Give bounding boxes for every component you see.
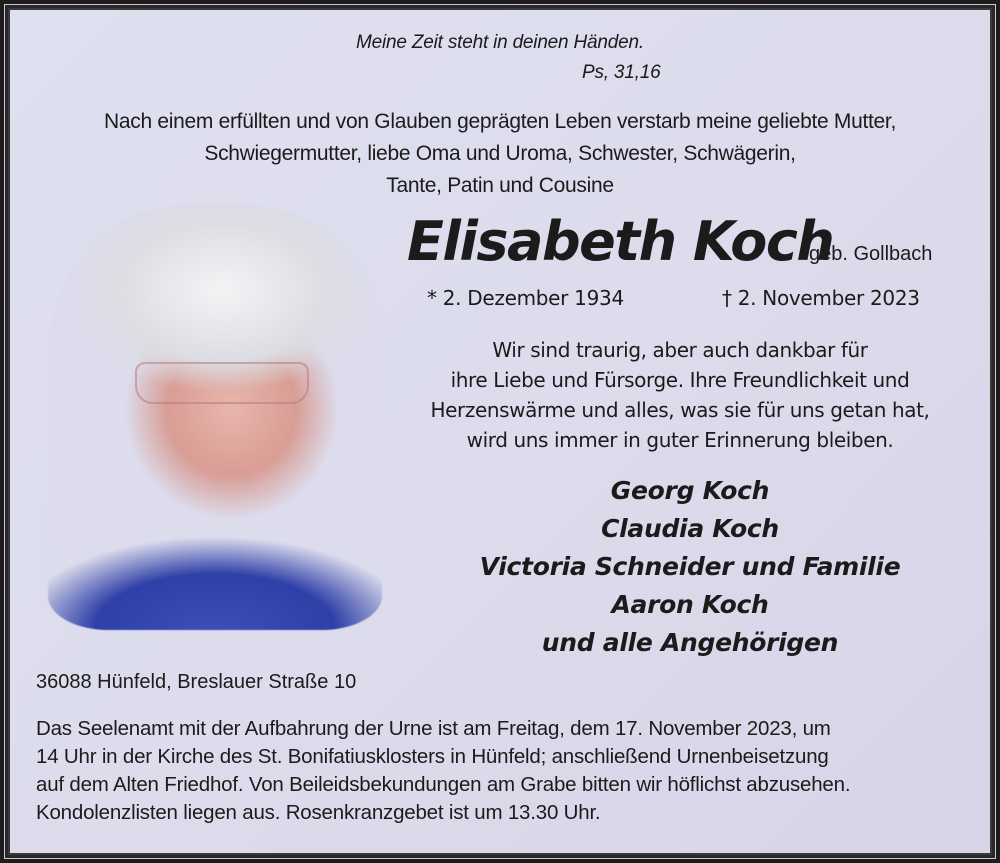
portrait-glasses-detail — [135, 362, 309, 404]
signers-list — [440, 472, 940, 662]
signer: Aaron Koch — [611, 590, 769, 619]
service-details — [36, 715, 966, 827]
bible-reference: Ps, 31,16 — [582, 62, 661, 83]
signer: und alle Angehörigen — [541, 628, 839, 657]
birth-date: * 2. Dezember 1934 — [427, 286, 624, 310]
message-line: Wir sind traurig, aber auch dankbar für — [492, 338, 868, 362]
signer: Claudia Koch — [601, 514, 779, 543]
message-line: Herzenswärme und alles, was sie für uns getan hat, — [430, 398, 930, 422]
intro-line: Tante, Patin und Cousine — [386, 174, 614, 197]
signer: Victoria Schneider und Familie — [479, 552, 901, 581]
service-line: auf dem Alten Friedhof. Von Beileidsbekundungen am Grabe bitten wir höflichst abzusehen. — [36, 773, 851, 796]
death-date: † 2. November 2023 — [722, 286, 920, 310]
maiden-name: geb. Gollbach — [809, 243, 933, 265]
service-line: 14 Uhr in der Kirche des St. Bonifatiusklosters in Hünfeld; anschließend Urnenbeisetzung — [36, 745, 829, 768]
service-line: Das Seelenamt mit der Aufbahrung der Urne ist am Freitag, dem 17. November 2023, um — [36, 717, 831, 740]
message-line: wird uns immer in guter Erinnerung bleiben. — [466, 428, 894, 452]
intro-text — [0, 106, 1000, 202]
mourning-message — [405, 335, 955, 455]
family-address: 36088 Hünfeld, Breslauer Straße 10 — [36, 671, 357, 693]
message-line: ihre Liebe und Fürsorge. Ihre Freundlichkeit und — [450, 368, 910, 392]
signer: Georg Koch — [610, 476, 770, 505]
bible-quote: Meine Zeit steht in deinen Händen. — [356, 32, 644, 53]
intro-line: Schwiegermutter, liebe Oma und Uroma, Schwester, Schwägerin, — [204, 142, 796, 165]
portrait-photo — [48, 205, 382, 630]
intro-line: Nach einem erfüllten und von Glauben geprägten Leben verstarb meine geliebte Mutter, — [104, 110, 896, 133]
deceased-name: Elisabeth Koch — [407, 210, 834, 273]
service-line: Kondolenzlisten liegen aus. Rosenkranzgebet ist um 13.30 Uhr. — [36, 801, 601, 824]
